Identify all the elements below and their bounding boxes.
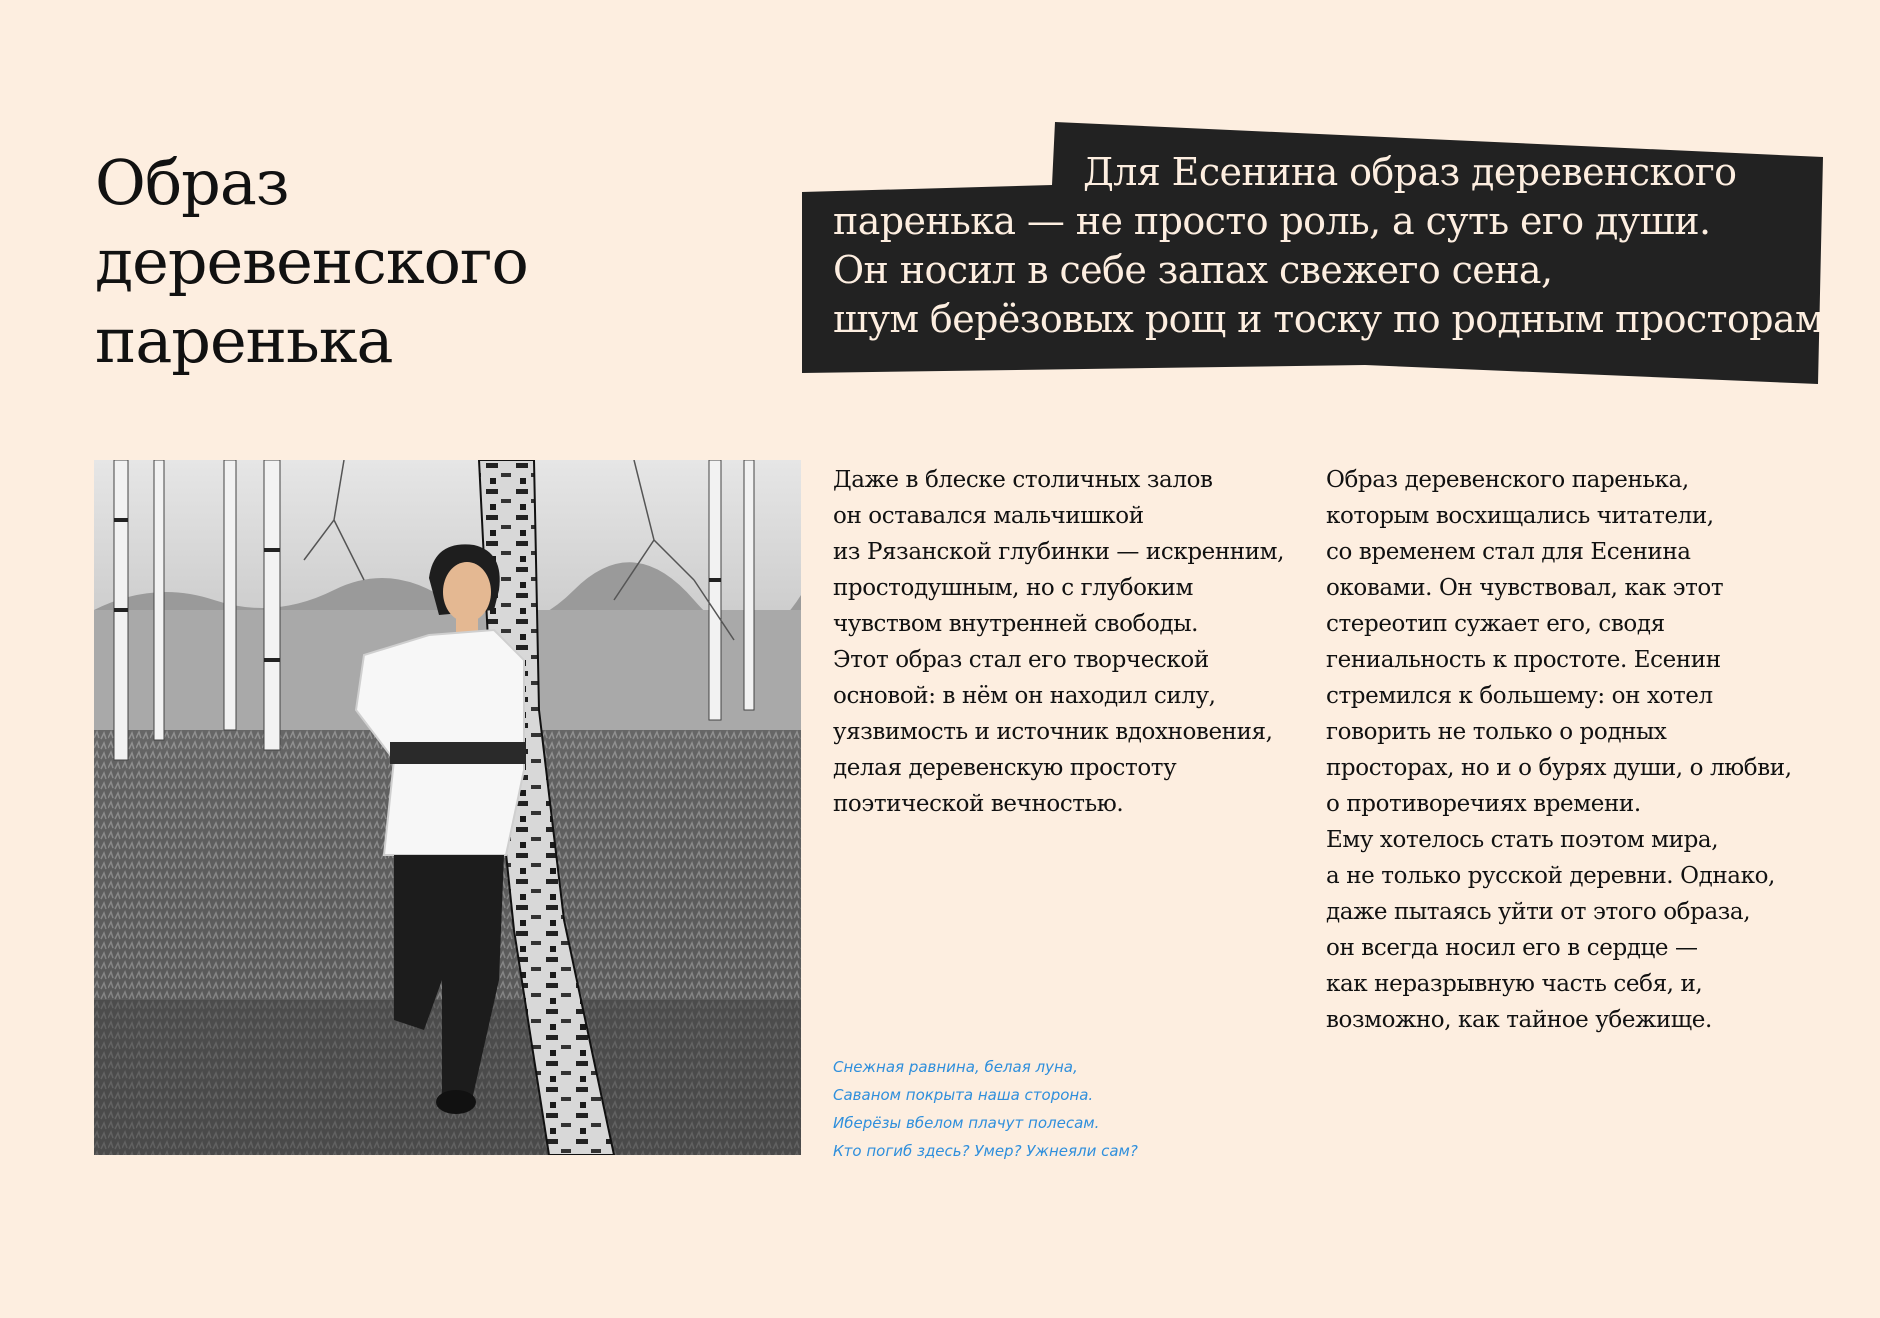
body-line: Ему хотелось стать поэтом мира, (1326, 827, 1719, 853)
body-line: просторах, но и о бурях души, о любви, (1326, 755, 1792, 781)
body-line: а не только русской деревни. Однако, (1326, 863, 1775, 889)
title-line: Образ (95, 146, 289, 219)
body-line: делая деревенскую простоту (833, 755, 1177, 781)
body-line: он всегда носил его в сердце — (1326, 935, 1698, 961)
quote-text (833, 148, 1823, 344)
body-line: оковами. Он чувствовал, как этот (1326, 575, 1724, 601)
poem-line: Кто погиб здесь? Умер? Ужнеяли сам? (833, 1142, 1138, 1160)
title-line: паренька (95, 304, 393, 377)
poem-line: Саваном покрыта наша сторона. (833, 1086, 1094, 1104)
body-column-1 (833, 462, 1284, 822)
body-line: простодушным, но с глубоким (833, 575, 1193, 601)
body-line: уязвимость и источник вдохновения, (833, 719, 1273, 745)
body-line: он оставался мальчишкой (833, 503, 1144, 529)
quote-line: Для Есенина образ деревенского (1083, 150, 1737, 194)
poem-line: Снежная равнина, белая луна, (833, 1058, 1078, 1076)
photo-collage (94, 460, 801, 1155)
body-line: Даже в блеске столичных залов (833, 467, 1213, 493)
body-line: из Рязанской глубинки — искренним, (833, 539, 1285, 565)
body-line: даже пытаясь уйти от этого образа, (1326, 899, 1751, 925)
body-column-2 (1326, 462, 1792, 1038)
body-line: говорить не только о родных (1326, 719, 1667, 745)
body-line: поэтической вечностью. (833, 791, 1124, 817)
title-line: деревенского (95, 225, 528, 298)
body-line: Этот образ стал его творческой (833, 647, 1209, 673)
poem-line: Иберёзы вбелом плачут полесам. (833, 1114, 1100, 1132)
body-line: стремился к большему: он хотел (1326, 683, 1713, 709)
body-line: со временем стал для Есенина (1326, 539, 1691, 565)
birch-grove-illustration (94, 460, 801, 1155)
quote-box (800, 120, 1825, 385)
body-line: которым восхищались читатели, (1326, 503, 1714, 529)
page-title (95, 143, 655, 380)
body-line: основой: в нём он находил силу, (833, 683, 1216, 709)
poem-excerpt (833, 1053, 1138, 1165)
body-line: Образ деревенского паренька, (1326, 467, 1689, 493)
quote-line: Он носил в себе запах свежего сена, (833, 248, 1553, 292)
body-line: возможно, как тайное убежище. (1326, 1007, 1712, 1033)
body-line: гениальность к простоте. Есенин (1326, 647, 1721, 673)
body-line: стереотип сужает его, сводя (1326, 611, 1665, 637)
quote-line: шум берёзовых рощ и тоску по родным просторам (833, 297, 1824, 341)
body-line: как неразрывную часть себя, и, (1326, 971, 1703, 997)
body-line: чувством внутренней свободы. (833, 611, 1199, 637)
body-line: о противоречиях времени. (1326, 791, 1641, 817)
quote-line: паренька — не просто роль, а суть его души. (833, 199, 1711, 243)
